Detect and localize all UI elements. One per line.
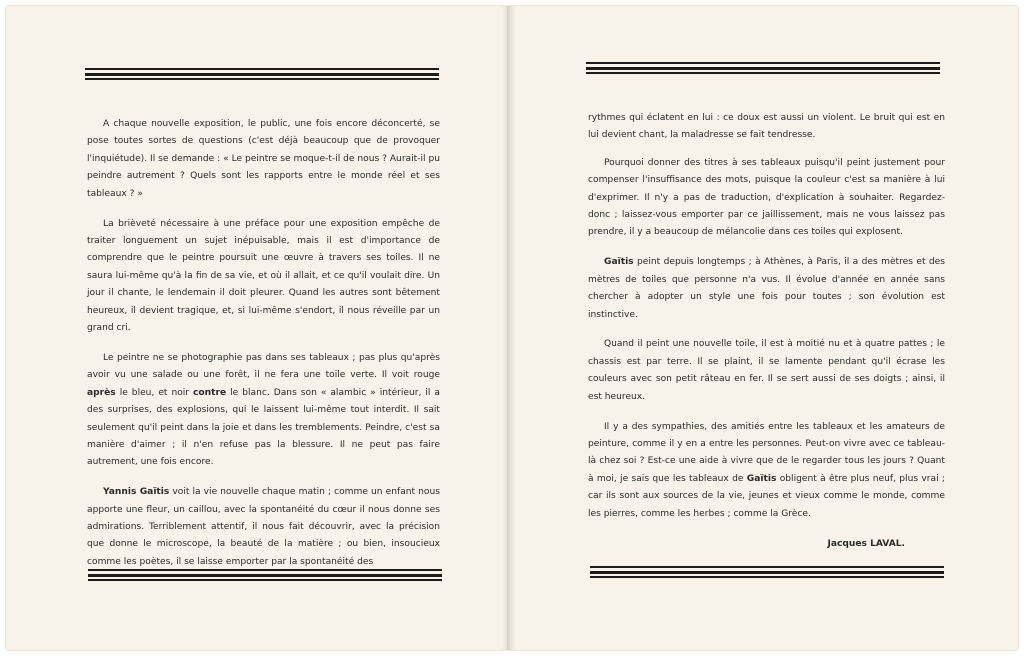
signature: Jacques LAVAL. [827, 538, 905, 549]
bottom-rule-right [590, 566, 944, 578]
paragraph-sympathies: Il y a des sympathies, des amitiés entre les tableaux et les amateurs de peinture, comme il y en a entre les personnes. Peut-on vivre avec ce tableau-là chez soi ? Est-ce une aide à vivre que de le regarder tous les jours ? Quant à moi, je sais que les tableaux de Gaïtis obligent à être plus neuf, plus vrai ; car ils sont aux sources de la vie, jeunes et vieux comme le monde, comme les pierres, comme les herbes ; comme la Grèce. [588, 421, 945, 519]
emphasis-contre: contre [193, 387, 227, 398]
paragraph-2: La brièveté nécessaire à une préface pour une exposition empêche de traiter longuement un sujet inépuisable, mais il est d'importance de comprendre que le peintre poursuit une œuvre à travers ses toiles. Il ne saura lui-même qu'à la fin de sa vie, et où il allait, et ce qu'il voulait dire. Un jour il chante, le lendemain il doit pleurer. Quand les autres sont bêtement heureux, il devient tragique, et, si lui-même s'endort, il nous réveille par un grand cri. [87, 218, 440, 333]
paragraph-gaitis: Gaïtis peint depuis longtemps ; à Athènes, à Paris, il a des mètres et des mètres de toiles que personne n'a vus. Il évolue d'année en année sans chercher à adopter un style une fois pour toutes ; son évolution est instinctive. [588, 257, 945, 320]
paragraph-titles: Pourquoi donner des titres à ses tableaux puisqu'il peint justement pour compenser l'insuffisance des mots, puisque la couleur c'est sa manière à lui d'exprimer. Il n'y a pas de traduction, d'explication à souhaiter. Regardez-donc ; laissez-vous emporter par ce jaillissement, mais ne vous laissez pas prendre, il y a beaucoup de mélancolie dans ces toiles qui explosent. [588, 157, 945, 238]
bottom-rule-left [88, 569, 442, 581]
page-gutter [502, 6, 516, 650]
paragraph-4: Yannis Gaïtis voit la vie nouvelle chaque matin ; comme un enfant nous apporte une fleur, un caillou, avec la spontanéité du cœur il nous donne ses admirations. Terriblement attentif, il nous fait découvrir, avec la précision que donne le microscope, la beauté de la matière ; ou bien, insoucieux comme les poètes, il se laisse emporter par la spontanéité des [87, 487, 440, 567]
paragraph-painting: Quand il peint une nouvelle toile, il est à moitié nu et à quatre pattes ; le chassis est par terre. Il se plaint, il se lamente pendant qu'il écrase les couleurs avec son petit râteau en fer. Il se sert aussi de ses doigts ; ainsi, il est heureux. [588, 339, 945, 402]
booklet-spread [6, 6, 1018, 650]
paragraph-continued: rythmes qui éclatent en lui : ce doux est aussi un violent. Le bruit qui est en lui devient chant, la maladresse se fait tendresse. [588, 113, 945, 141]
emphasis-apres: après [87, 387, 116, 398]
top-rule-right [586, 62, 940, 74]
left-page [6, 6, 508, 650]
artist-name: Gaïtis [604, 257, 634, 268]
artist-name-inline: Gaïtis [746, 473, 777, 484]
top-rule-left [85, 68, 439, 80]
artist-name: Yannis Gaïtis [103, 487, 170, 498]
right-page-text [588, 110, 945, 565]
right-page [508, 6, 1018, 650]
left-page-text [87, 116, 440, 584]
paragraph-1: A chaque nouvelle exposition, le public, une fois encore déconcerté, se pose toutes sortes de questions (c'est déjà beaucoup que de provoquer l'inquiétude). Il se demande : « Le peintre se moque-t-il de nous ? Aurait-il pu peindre autrement ? Quels sont les rapports entre le monde réel et ses tableaux ? » [87, 119, 440, 199]
paragraph-3: Le peintre ne se photographie pas dans ses tableaux ; pas plus qu'après avoir vu une salade ou une forêt, il ne fera une toile verte. Il voit rouge après le bleu, et noir contre le blanc. Dans son « alambic » intérieur, il a des surprises, des explosions, qui le laissent lui-même tout interdit. Il sait seulement qu'il peint dans la joie et dans les tremblements. Peindre, c'est sa manière d'aimer ; il n'en refuse pas la blessure. Il ne peut pas faire autrement, une fois encore. [87, 352, 440, 468]
